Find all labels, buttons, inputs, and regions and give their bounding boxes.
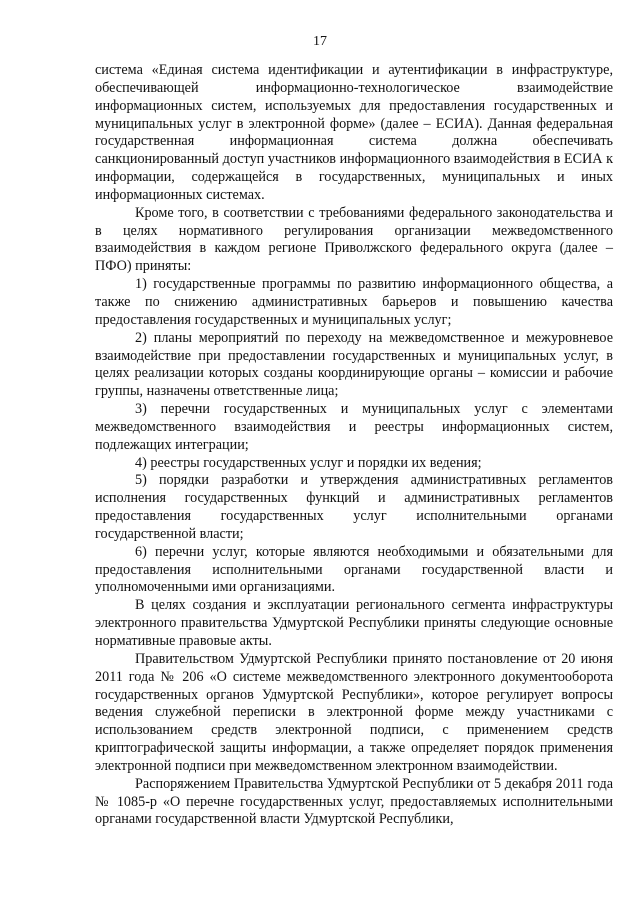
document-body [95,62,613,829]
page-number: 17 [313,34,327,49]
list-item-5: 5) порядки разработки и утверждения административных регламентов исполнения государственных функций и административных регламентов предоставления государственных услуг исполнительными органами государственной власти; [95,472,613,542]
list-item-4: 4) реестры государственных услуг и порядки их ведения; [135,454,482,471]
paragraph-resolution-206: Правительством Удмуртской Республики принято постановление от 20 июня 2011 года № 206 «О системе межведомственного электронного документооборота государственных органов Удмуртской Республики», которое регулирует вопросы ведения служебной переписки в электронной форме между участниками с использованием средств электронной подписи, с применением средств криптографической защиты информации, а также определяет порядок применения электронной подписи при межведомственном электронном взаимодействии. [95,650,613,774]
list-item-3: 3) перечни государственных и муниципальных услуг с элементами межведомственного взаимодействия и реестры информационных систем, подлежащих интеграции; [95,401,613,453]
list-item-6: 6) перечни услуг, которые являются необходимыми и обязательными для предоставления исполнительными органами государственной власти и уполномоченными ими организациями. [95,543,613,596]
paragraph-esia-continuation: система «Единая система идентификации и аутентификации в инфраструктуре, обеспечивающей информационно-технологическое взаимодействие информационных систем, используемых для предоставления государственных и муниципальных услуг в электронной форме» (далее – ЕСИА). Данная федеральная государственная информационная система должна обеспечивать санкционированный доступ участников информационного взаимодействия в ЕСИА к информации, содержащейся в государственных, муниципальных и иных информационных системах. [95,62,613,203]
list-item-1: 1) государственные программы по развитию информационного общества, а также по снижению административных барьеров и повышению качества предоставления государственных и муниципальных услуг; [95,276,613,328]
paragraph-order-1085: Распоряжением Правительства Удмуртской Республики от 5 декабря 2011 года № 1085-р «О перечне государственных услуг, предоставляемых исполнительными органами государственной власти Удмуртской Республики, [95,775,613,828]
paragraph-pfo-intro: Кроме того, в соответствии с требованиями федерального законодательства и в целях нормативного регулирования организации межведомственного взаимодействия в каждом регионе Приволжского федерального округа (далее – ПФО) приняты: [95,204,613,275]
paragraph-udmurt-intro: В целях создания и эксплуатации регионального сегмента инфраструктуры электронного правительства Удмуртской Республики приняты следующие основные нормативные правовые акты. [95,597,613,649]
list-item-2: 2) планы мероприятий по переходу на межведомственное и межуровневое взаимодействие при предоставлении государственных и муниципальных услуг, в целях реализации которых созданы координирующие органы – комиссии и рабочие группы, назначены ответственные лица; [95,329,613,400]
